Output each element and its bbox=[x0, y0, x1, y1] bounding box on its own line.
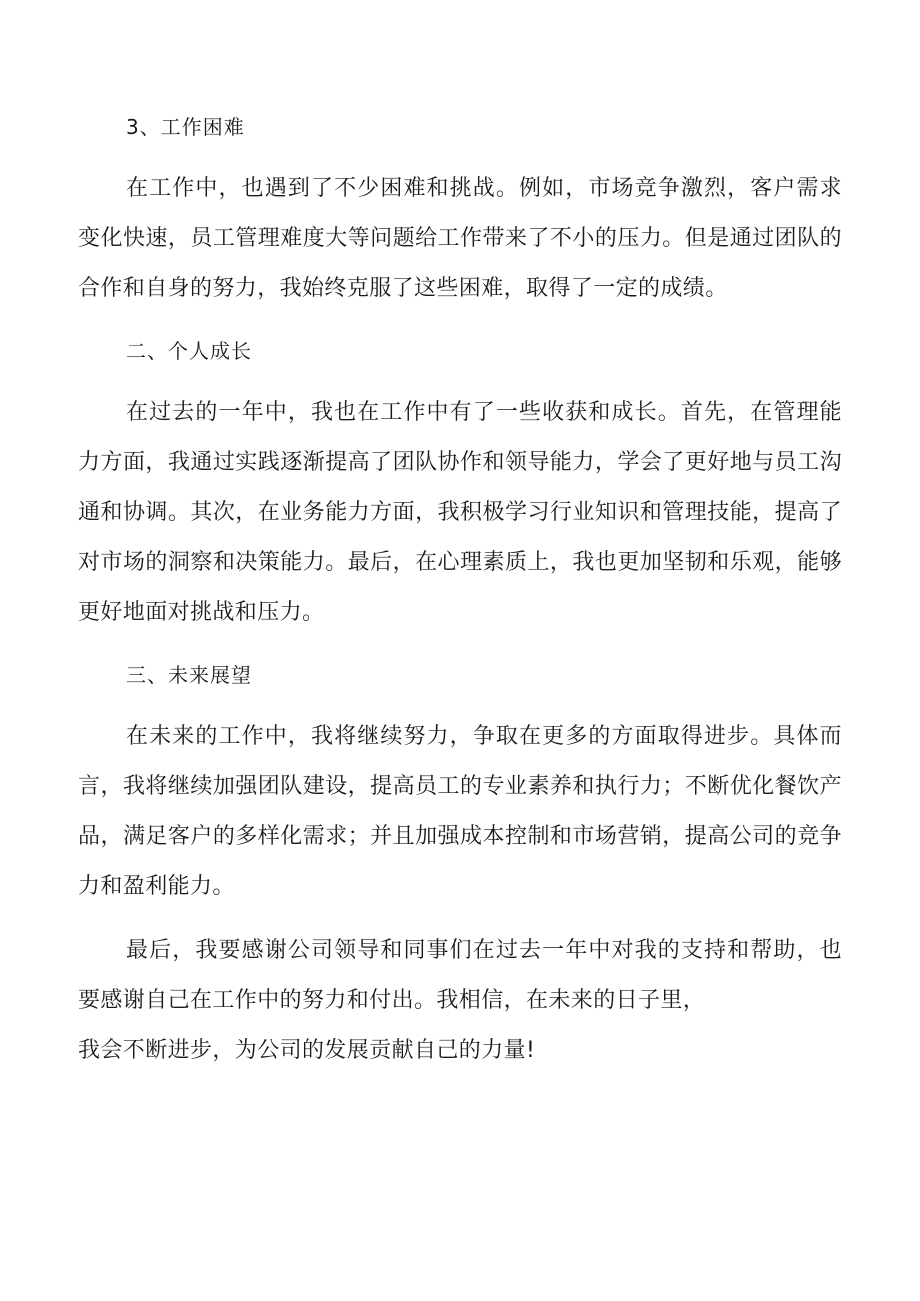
paragraph-closing-tail: 我会不断进步，为公司的发展贡献自己的力量! bbox=[78, 1038, 536, 1063]
section-heading-personal-growth: 二、个人成长 bbox=[126, 339, 252, 363]
paragraph-future-outlook: 在未来的工作中，我将继续努力，争取在更多的方面取得进步。具体而言，我将继续加强团队建设，提高员工的专业素养和执行力；不断优化餐饮产品，满足客户的多样化需求；并且加强成本控制和市场营销，提高公司的竞争力和盈利能力。 bbox=[78, 724, 842, 899]
document-body bbox=[78, 104, 842, 1090]
section-heading-work-difficulty: 3、工作困难 bbox=[126, 115, 245, 139]
section-heading-future-outlook: 三、未来展望 bbox=[126, 663, 252, 687]
paragraph-personal-growth: 在过去的一年中，我也在工作中有了一些收获和成长。首先，在管理能力方面，我通过实践逐渐提高了团队协作和领导能力，学会了更好地与员工沟通和协调。其次，在业务能力方面，我积极学习行业知识和管理技能，提高了对市场的洞察和决策能力。最后，在心理素质上，我也更加坚韧和乐观，能够更好地面对挑战和压力。 bbox=[78, 400, 842, 625]
paragraph-work-difficulty: 在工作中，也遇到了不少困难和挑战。例如，市场竞争激烈，客户需求变化快速，员工管理难度大等问题给工作带来了不小的压力。但是通过团队的合作和自身的努力，我始终克服了这些困难，取得了一定的成绩。 bbox=[78, 176, 842, 301]
paragraph-closing: 最后，我要感谢公司领导和同事们在过去一年中对我的支持和帮助，也要感谢自己在工作中的努力和付出。我相信，在未来的日子里， bbox=[78, 938, 842, 1013]
